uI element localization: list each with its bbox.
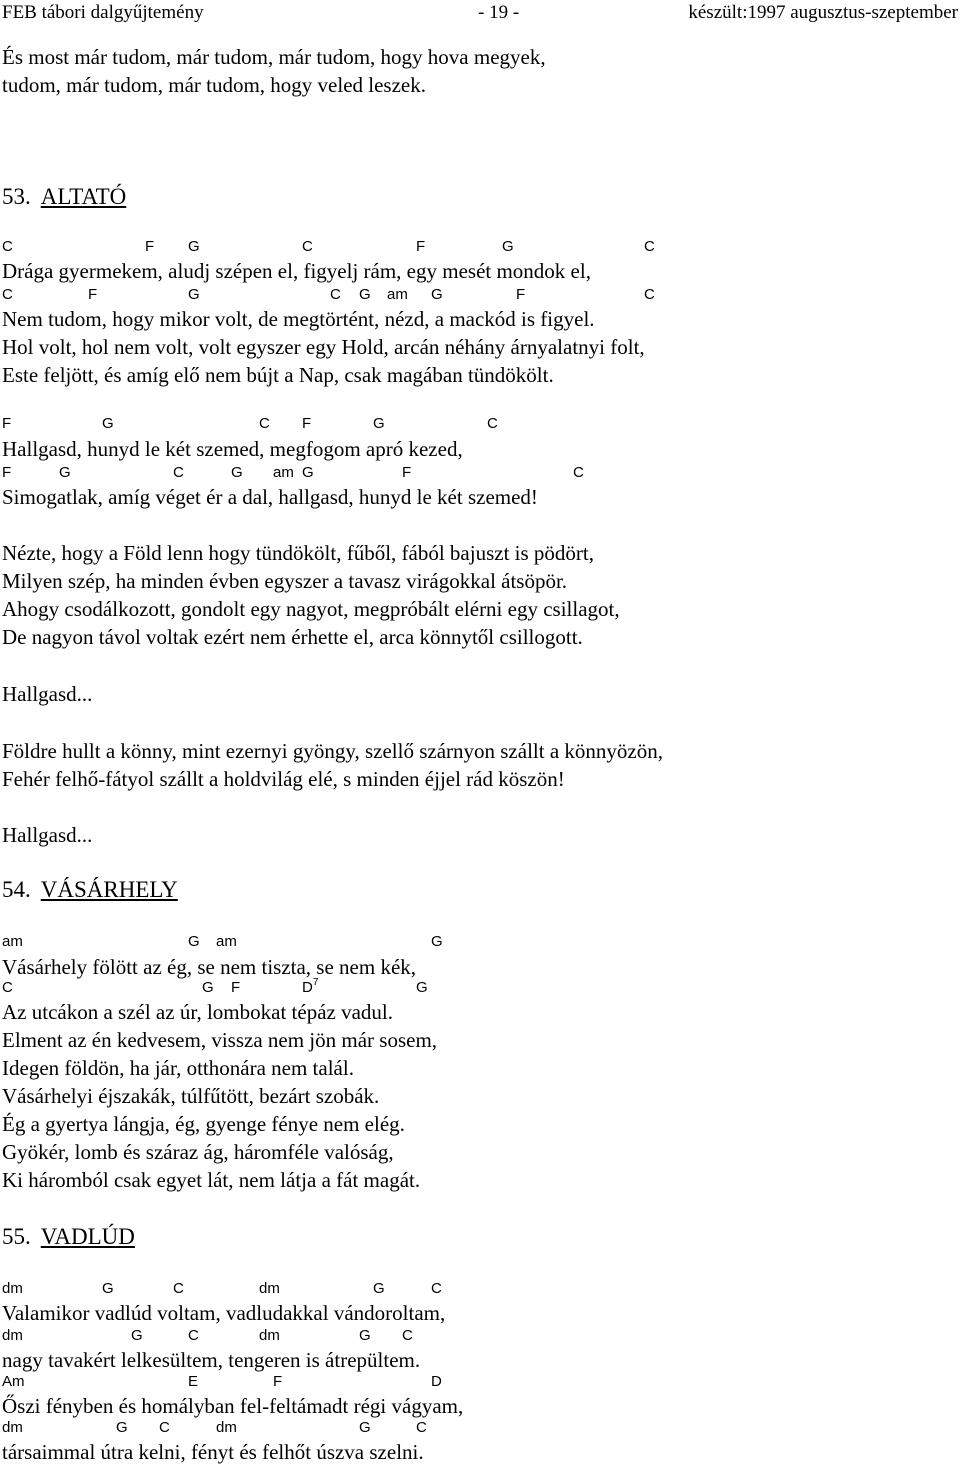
- lyric-line: Ég a gyertya lángja, ég, gyenge fénye nem elég.: [2, 1112, 405, 1136]
- song-number: 53.: [2, 184, 31, 209]
- song-name: VÁSÁRHELY: [40, 877, 178, 902]
- chord: am: [273, 464, 294, 481]
- chord: G: [188, 238, 200, 255]
- chord: F: [88, 286, 98, 303]
- header-collection-name: FEB tábori dalgyűjtemény: [2, 2, 204, 23]
- chord: dm: [259, 1280, 280, 1297]
- chord: C: [173, 1280, 184, 1297]
- header-page-number: - 19 -: [478, 2, 520, 23]
- lyric-line: Földre hullt a könny, mint ezernyi gyöngy, szellő szárnyon szállt a könnyözön,: [2, 739, 663, 763]
- chord-root: D: [302, 979, 313, 996]
- lyric-line: Ki háromból csak egyet lát, nem látja a fát magát.: [2, 1168, 421, 1192]
- chord: F: [273, 1373, 283, 1390]
- chord: C: [644, 238, 655, 255]
- chord: C: [402, 1327, 413, 1344]
- chord: Am: [2, 1373, 25, 1390]
- lyric-line: Gyökér, lomb és száraz ág, háromféle valóság,: [2, 1140, 394, 1164]
- refrain-reference: Hallgasd...: [2, 823, 93, 847]
- chord: G: [359, 1327, 371, 1344]
- chord: dm: [2, 1280, 23, 1297]
- chord: C: [330, 286, 341, 303]
- lyric-line: társaimmal útra kelni, fényt és felhőt úszva szelni.: [2, 1440, 424, 1464]
- song-title: [2, 1224, 135, 1250]
- chord: G: [231, 464, 243, 481]
- song-name: ALTATÓ: [40, 184, 127, 209]
- song-name: VADLÚD: [40, 1224, 135, 1249]
- chord: C: [487, 415, 498, 432]
- lyric-line: Az utcákon a szél az úr, lombokat tépáz vadul.: [2, 1000, 394, 1024]
- lyric-line: Idegen földön, ha jár, otthonára nem talál.: [2, 1056, 354, 1080]
- song-title: [2, 877, 178, 903]
- lyric-line: Elment az én kedvesem, vissza nem jön már sosem,: [2, 1028, 438, 1052]
- chord: G: [102, 415, 114, 432]
- chord: D: [431, 1373, 442, 1390]
- chord: G: [373, 415, 385, 432]
- chord: C: [302, 238, 313, 255]
- lyric-line: Hallgasd, hunyd le két szemed, megfogom apró kezed,: [2, 437, 463, 461]
- chord: C: [431, 1280, 442, 1297]
- header-date: készült:1997 augusztus-szeptember: [688, 2, 958, 23]
- chord: F: [402, 464, 412, 481]
- chord: F: [231, 979, 241, 996]
- chord: G: [359, 286, 371, 303]
- chord: F: [2, 464, 12, 481]
- chord: G: [416, 979, 428, 996]
- lyric-line: Drága gyermekem, aludj szépen el, figyelj rám, egy mesét mondok el,: [2, 259, 591, 283]
- chord: C: [2, 238, 13, 255]
- chord: G: [59, 464, 71, 481]
- chord: C: [259, 415, 270, 432]
- chord: am: [2, 933, 23, 950]
- chord: C: [2, 286, 13, 303]
- intro-line: És most már tudom, már tudom, már tudom, hogy hova megyek,: [2, 45, 546, 69]
- lyric-line: Vásárhelyi éjszakák, túlfűtött, bezárt szobák.: [2, 1084, 380, 1108]
- lyric-line: nagy tavakért lelkesültem, tengeren is átrepültem.: [2, 1348, 421, 1372]
- chord: am: [216, 933, 237, 950]
- lyric-line: Ahogy csodálkozott, gondolt egy nagyot, megpróbált elérni egy csillagot,: [2, 597, 620, 621]
- chord: G: [373, 1280, 385, 1297]
- chord: G: [102, 1280, 114, 1297]
- chord: G: [502, 238, 514, 255]
- chord: dm: [2, 1419, 23, 1436]
- chord: F: [516, 286, 526, 303]
- lyric-line: De nagyon távol voltak ezért nem érhette el, arca könnytől csillogott.: [2, 625, 583, 649]
- chord: dm: [216, 1419, 237, 1436]
- chord: G: [188, 286, 200, 303]
- lyric-line: Vásárhely fölött az ég, se nem tiszta, se nem kék,: [2, 955, 417, 979]
- chord: dm: [2, 1327, 23, 1344]
- chord: G: [202, 979, 214, 996]
- song-title: [2, 184, 126, 210]
- lyric-line: Milyen szép, ha minden évben egyszer a tavasz virágokkal átsöpör.: [2, 569, 568, 593]
- chord: G: [188, 933, 200, 950]
- chord: dm: [259, 1327, 280, 1344]
- chord: F: [2, 415, 12, 432]
- chord: C: [644, 286, 655, 303]
- lyric-line: Simogatlak, amíg véget ér a dal, hallgasd, hunyd le két szemed!: [2, 485, 538, 509]
- chord: C: [573, 464, 584, 481]
- lyric-line: Nézte, hogy a Föld lenn hogy tündökölt, fűből, fából bajuszt is pödört,: [2, 541, 594, 565]
- song-number: 54.: [2, 877, 31, 902]
- chord: [302, 979, 318, 997]
- chord: G: [359, 1419, 371, 1436]
- chord: C: [159, 1419, 170, 1436]
- refrain-reference: Hallgasd...: [2, 682, 93, 706]
- chord: F: [145, 238, 155, 255]
- chord: G: [131, 1327, 143, 1344]
- lyric-line: Nem tudom, hogy mikor volt, de megtörtént, nézd, a mackód is figyel.: [2, 307, 595, 331]
- chord: E: [188, 1373, 199, 1390]
- chord: G: [302, 464, 314, 481]
- lyric-line: Hol volt, hol nem volt, volt egyszer egy Hold, arcán néhány árnyalatnyi folt,: [2, 335, 645, 359]
- intro-line: tudom, már tudom, már tudom, hogy veled leszek.: [2, 73, 426, 97]
- song-number: 55.: [2, 1224, 31, 1249]
- chord: F: [416, 238, 426, 255]
- chord: F: [302, 415, 312, 432]
- lyric-line: Valamikor vadlúd voltam, vadludakkal vándoroltam,: [2, 1301, 446, 1325]
- chord: C: [188, 1327, 199, 1344]
- chord: G: [116, 1419, 128, 1436]
- lyric-line: Fehér felhő-fátyol szállt a holdvilág elé, s minden éjjel rád köszön!: [2, 767, 565, 791]
- chord: G: [431, 933, 443, 950]
- chord: C: [2, 979, 13, 996]
- chord: C: [416, 1419, 427, 1436]
- lyric-line: Este feljött, és amíg elő nem bújt a Nap, csak magában tündökölt.: [2, 363, 554, 387]
- chord: G: [431, 286, 443, 303]
- chord: C: [173, 464, 184, 481]
- chord: am: [387, 286, 408, 303]
- lyric-line: Őszi fényben és homályban fel-feltámadt régi vágyam,: [2, 1394, 464, 1418]
- chord-extension: 7: [312, 977, 319, 988]
